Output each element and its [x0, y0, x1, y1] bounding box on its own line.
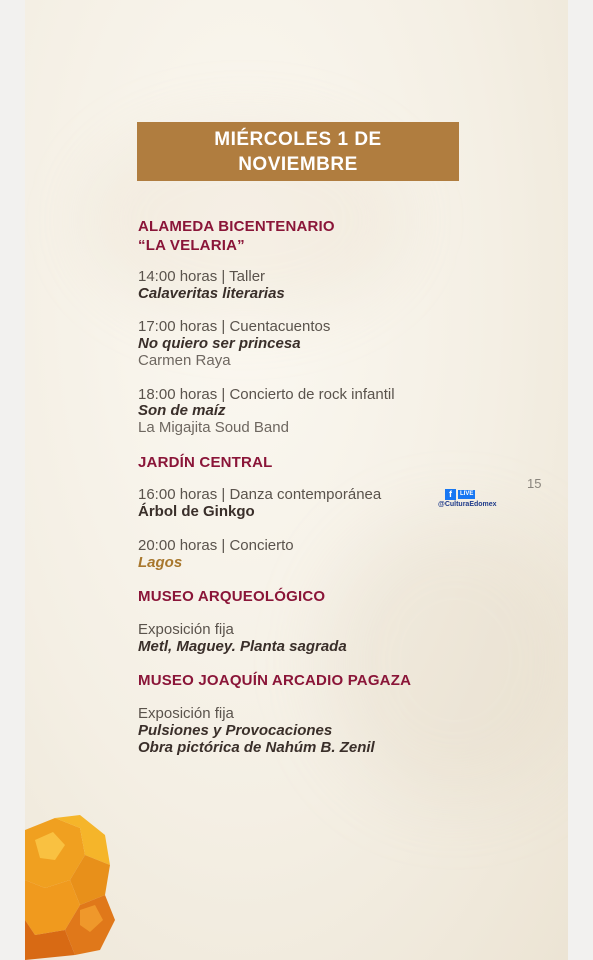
event-subtitle: Obra pictórica de Nahúm B. Zenil: [138, 739, 375, 756]
venue-heading: MUSEO JOAQUÍN ARCADIO PAGAZA: [138, 672, 412, 689]
event-title: Árbol de Ginkgo: [138, 503, 255, 520]
watermark-handle: @CulturaEdomex: [438, 501, 497, 508]
event-title: Lagos: [138, 554, 183, 571]
facebook-icon: f: [445, 489, 456, 500]
facebook-live-watermark: [438, 489, 515, 513]
event-title: Son de maíz: [138, 402, 226, 419]
event-title: Metl, Maguey. Planta sagrada: [138, 638, 347, 655]
event-time-type: 20:00 horas | Concierto: [138, 537, 294, 554]
event-time-type: 14:00 horas | Taller: [138, 268, 266, 285]
program-page: [25, 0, 568, 960]
event-time-type: Exposición fija: [138, 705, 234, 722]
event-title: Calaveritas literarias: [138, 285, 285, 302]
venue-heading: MUSEO ARQUEOLÓGICO: [138, 588, 326, 605]
venue-name-line2: “LA VELARIA”: [138, 237, 245, 254]
event-time-type: 16:00 horas | Danza contemporánea: [138, 486, 382, 503]
date-banner-line2: NOVIEMBRE: [238, 153, 358, 175]
event-title: No quiero ser princesa: [138, 335, 301, 352]
venue-name-line1: ALAMEDA BICENTENARIO: [138, 218, 335, 235]
cempasuchil-flower-decoration: [25, 810, 125, 960]
event-time-type: 17:00 horas | Cuentacuentos: [138, 318, 331, 335]
event-time-type: Exposición fija: [138, 621, 234, 638]
event-time-type: 18:00 horas | Concierto de rock infantil: [138, 386, 395, 403]
date-banner: [137, 122, 459, 181]
venue-heading: JARDÍN CENTRAL: [138, 454, 273, 471]
page-number: 15: [527, 476, 542, 491]
event-artist: Carmen Raya: [138, 352, 231, 369]
date-banner-line1: MIÉRCOLES 1 DE: [214, 128, 382, 150]
event-title: Pulsiones y Provocaciones: [138, 722, 333, 739]
event-artist: La Migajita Soud Band: [138, 419, 289, 436]
paper-texture: [325, 520, 568, 800]
live-badge: LIVE: [460, 491, 474, 497]
venue-heading: [138, 217, 335, 255]
